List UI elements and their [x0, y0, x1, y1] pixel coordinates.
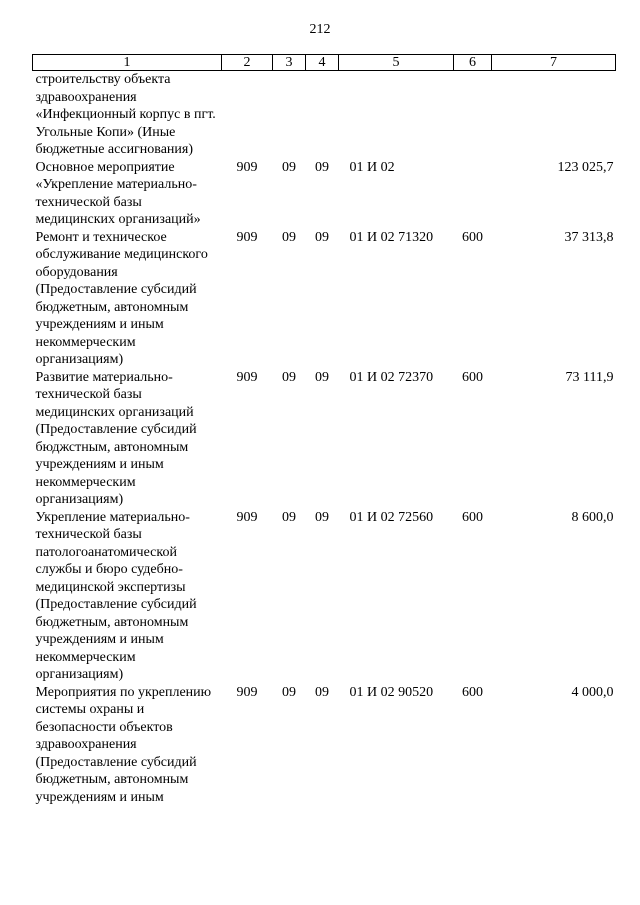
- row-amount: 123 025,7: [557, 159, 614, 175]
- row-target-article: 01 И 02 90520: [349, 684, 434, 700]
- row-name: Основное мероприятие «Укрепление материально-технической базы медицинских организаций»: [35, 159, 201, 227]
- row-target-article: [339, 71, 454, 159]
- column-header: 7: [492, 55, 616, 71]
- row-subsection: 09: [315, 509, 329, 525]
- row-expense-type: [454, 159, 492, 229]
- column-header: 2: [222, 55, 273, 71]
- row-amount: 8 600,0: [571, 509, 614, 525]
- table-header: [33, 55, 616, 71]
- column-header: 3: [273, 55, 306, 71]
- table-row: [33, 684, 616, 807]
- table-row: [33, 159, 616, 229]
- row-ministry: 909: [236, 369, 258, 385]
- row-subsection: 09: [315, 229, 329, 245]
- row-amount: [492, 71, 616, 159]
- row-name: строительству объекта здравоохранения «Инфекционный корпус в пгт. Угольные Копи» (Иные бюджетные ассигнования): [35, 72, 216, 157]
- table-row: [33, 229, 616, 369]
- row-name: Укрепление материально-технической базы патологоанатомической службы и бюро судебно-медицинской экспертизы (Предоставление субсидий бюджетным, автономным учреждениям и иным некоммерческим организациям): [35, 509, 197, 682]
- table-body: [33, 71, 616, 807]
- row-amount: 73 111,9: [565, 369, 614, 385]
- row-name: Развитие материально-технической базы медицинских организаций (Предоставление субсидий бюджстным, автономным учреждениям и иным некоммерческим организациям): [35, 369, 197, 507]
- header-row: [33, 55, 616, 71]
- row-expense-type: 600: [462, 229, 483, 245]
- row-section: 09: [282, 159, 296, 175]
- row-expense-type: 600: [462, 509, 483, 525]
- row-amount: 37 313,8: [564, 229, 614, 245]
- column-header: 6: [454, 55, 492, 71]
- row-name: Ремонт и техническое обслуживание медицинского оборудования (Предоставление субсидий бюджетным, автономным учреждениям и иным некоммерческим организациям): [35, 229, 208, 367]
- column-header: 4: [306, 55, 339, 71]
- row-ministry: 909: [236, 159, 258, 175]
- budget-table: [32, 54, 616, 806]
- row-target-article: 01 И 02 71320: [349, 229, 434, 245]
- row-section: 09: [282, 509, 296, 525]
- row-subsection: [306, 71, 339, 159]
- row-ministry: 909: [236, 509, 258, 525]
- table-row: [33, 509, 616, 684]
- row-expense-type: [454, 71, 492, 159]
- row-section: [273, 71, 306, 159]
- page-number: 212: [309, 22, 331, 37]
- row-target-article: 01 И 02: [349, 159, 395, 175]
- row-expense-type: 600: [462, 684, 483, 700]
- row-section: 09: [282, 229, 296, 245]
- row-ministry: [222, 71, 273, 159]
- table-row: [33, 369, 616, 509]
- column-header: 5: [339, 55, 454, 71]
- row-ministry: 909: [236, 684, 258, 700]
- row-section: 09: [282, 684, 296, 700]
- row-section: 09: [282, 369, 296, 385]
- row-subsection: 09: [315, 369, 329, 385]
- row-expense-type: 600: [462, 369, 483, 385]
- row-name: Мероприятия по укреплению системы охраны и безопасности объектов здравоохранения (Предоставление субсидий бюджетным, автономным учреждениям и иным: [35, 684, 212, 805]
- table-row: [33, 71, 616, 159]
- column-header: 1: [33, 55, 222, 71]
- row-subsection: 09: [315, 684, 329, 700]
- row-ministry: 909: [236, 229, 258, 245]
- row-amount: 4 000,0: [571, 684, 614, 700]
- row-target-article: 01 И 02 72560: [349, 509, 434, 525]
- row-subsection: 09: [315, 159, 329, 175]
- row-target-article: 01 И 02 72370: [349, 369, 434, 385]
